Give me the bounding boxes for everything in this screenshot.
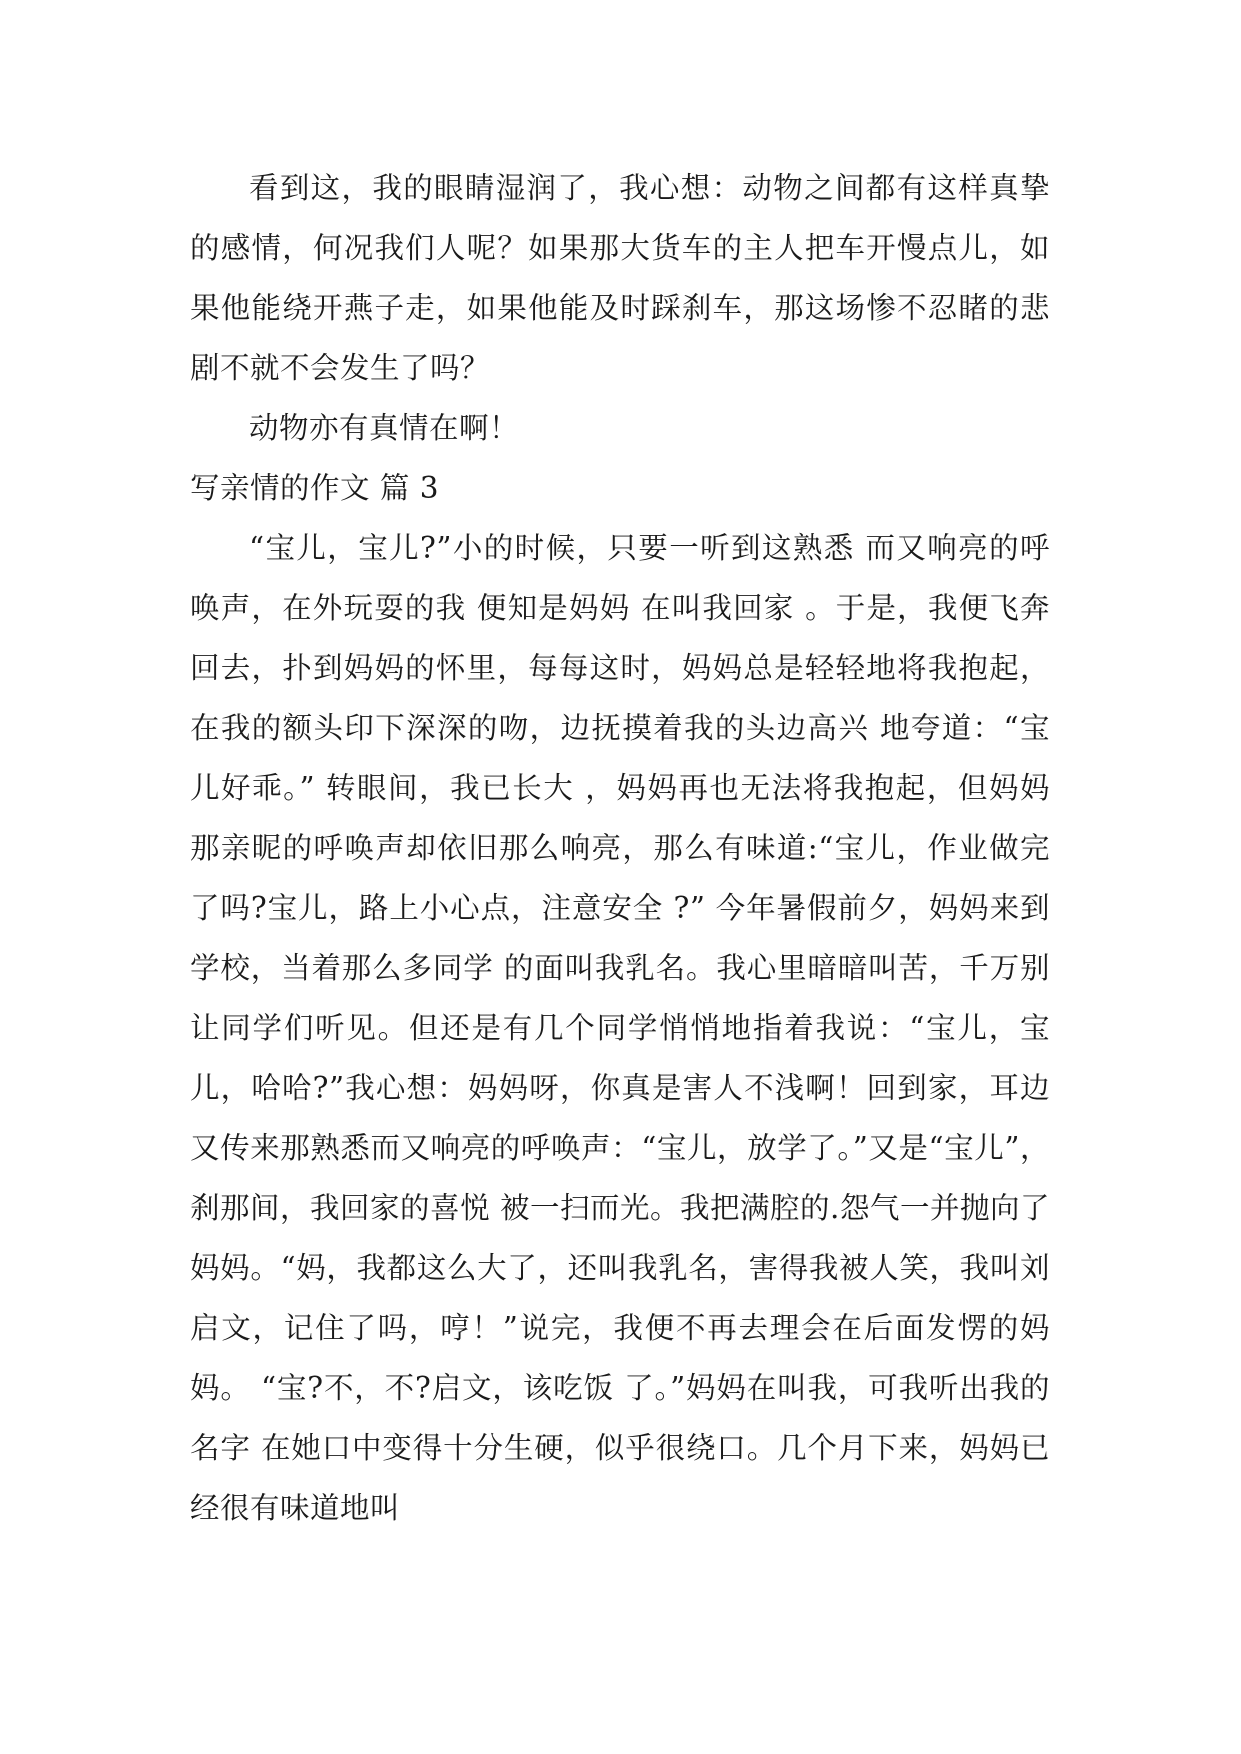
- paragraph-2: 动物亦有真情在啊！: [249, 411, 520, 445]
- document-body: [190, 158, 1050, 1538]
- paragraph-1: 看到这，我的眼睛湿润了，我心想：动物之间都有这样真挚的感情，何况我们人呢？如果那大货车的主人把车开慢点儿，如果他能绕开燕子走，如果他能及时踩刹车，那这场惨不忍睹的悲剧不就不会发生了吗？: [190, 171, 1050, 385]
- section-heading: 写亲情的作文 篇 3: [190, 471, 440, 505]
- paragraph-3: “宝儿，宝儿?”小的时候，只要一听到这熟悉 而又响亮的呼唤声，在外玩耍的我 便知是妈妈 在叫我回家 。于是，我便飞奔回去，扑到妈妈的怀里，每每这时，妈妈总是轻轻地将我抱起，在我的额头印下深深的吻，边抚摸着我的头边高兴 地夸道：“宝儿好乖。” 转眼间，我已长大 ，妈妈再也无法将我抱起，但妈妈那亲昵的呼唤声却依旧那么响亮，那么有味道:“宝儿，作业做完了吗?宝儿，路上小心点，注意安全 ?” 今年暑假前夕，妈妈来到学校，当着那么多同学 的面叫我乳名。我心里暗暗叫苦，千万别让同学们听见。但还是有几个同学悄悄地指着我说：“宝儿，宝儿，哈哈?”我心想：妈妈呀，你真是害人不浅啊！回到家，耳边又传来那熟悉而又响亮的呼唤声：“宝儿，放学了。”又是“宝儿”，刹那间，我回家的喜悦 被一扫而光。我把满腔的.怨气一并抛向了妈妈。“妈，我都这么大了，还叫我乳名，害得我被人笑，我叫刘启文，记住了吗，哼！”说完，我便不再去理会在后面发愣的妈妈。 “宝?不，不?启文，该吃饭 了。”妈妈在叫我，可我听出我的名字 在她口中变得十分生硬，似乎很绕口。几个月下来，妈妈已经很有味道地叫: [190, 531, 1050, 1525]
